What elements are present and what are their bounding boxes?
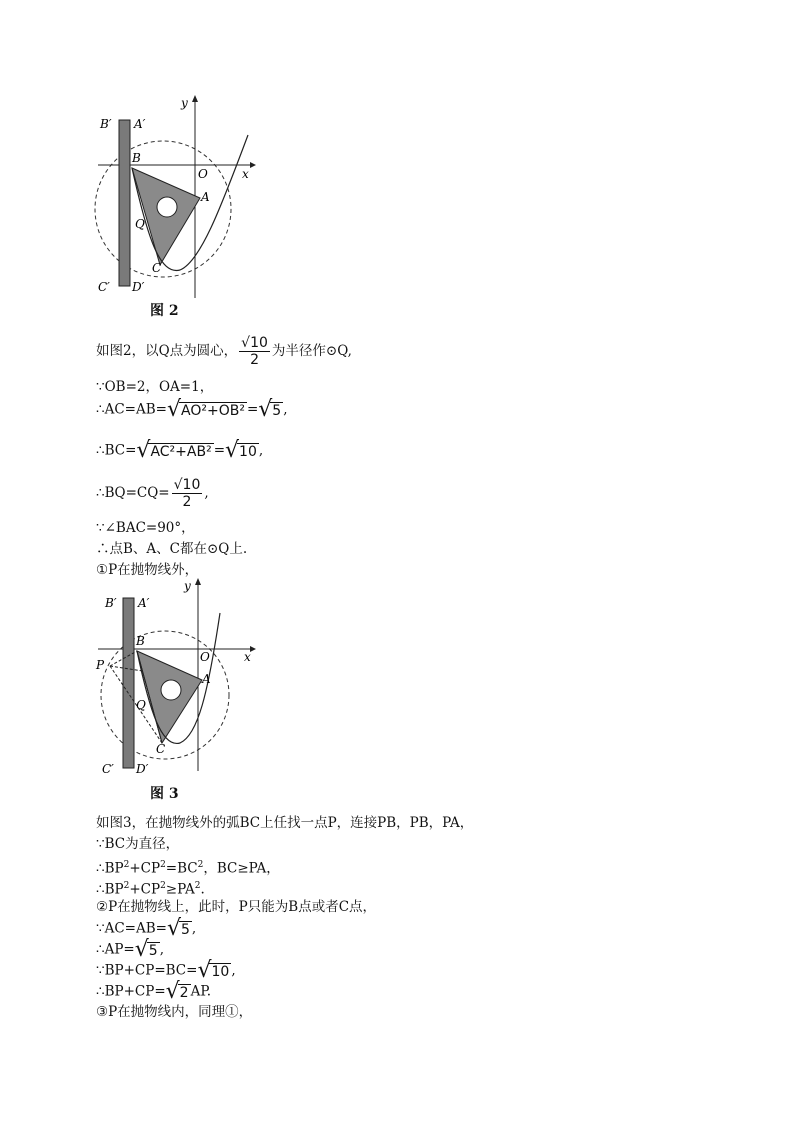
text-line-11: $\therefore BP^2+CP^2=BC^2$，BC≥PA，: [96, 860, 280, 877]
ruler-bar: [119, 120, 130, 286]
text-line-6: ∵∠BAC=90°，: [96, 520, 195, 536]
ruler-bar: [123, 598, 134, 768]
label-bprime: B′: [105, 596, 117, 610]
label-q: Q: [136, 698, 146, 712]
figure-2-diagram: [90, 90, 270, 310]
text-line-1: 如图2，以Q点为圆心， $\frac{√10}{2}$ 为半径作⊙Q,: [96, 335, 352, 368]
label-aprime: A′: [138, 596, 150, 610]
label-c: C: [156, 742, 166, 756]
label-b: B: [132, 151, 141, 165]
label-y: y: [184, 579, 191, 593]
label-dprime: D′: [136, 762, 149, 776]
label-b: B: [136, 634, 145, 648]
text-line-17: ∴BP+CP=√2 AP.: [96, 979, 211, 1004]
text-line-5: ∴BQ=CQ= $\frac{√10}{2}$ ,: [96, 477, 209, 510]
label-cprime: C′: [98, 280, 110, 294]
figure-2: [90, 90, 270, 310]
text-line-8: ①P在抛物线外，: [96, 562, 199, 578]
text-line-10: ∵BC为直径，: [96, 836, 180, 852]
figure-3-caption: 图 3: [150, 786, 179, 802]
figure-2-caption: 图 2: [150, 303, 179, 319]
label-a: A: [202, 672, 211, 686]
text-line-9: 如图3，在抛物线外的弧BC上任找一点P，连接PB，PB，PA，: [96, 815, 474, 831]
fraction-sqrt10-over-2: $\frac{√10}{2}$: [241, 335, 268, 368]
text-line-18: ③P在抛物线内，同理①，: [96, 1004, 253, 1020]
text-line-14: ∵AC=AB=√5 ,: [96, 916, 197, 941]
label-x: x: [242, 167, 249, 181]
label-bprime: B′: [100, 117, 112, 131]
label-a: A: [201, 190, 210, 204]
text-line-4: ∴BC=√AC²+AB² =√10 ,: [96, 438, 264, 463]
label-y: y: [181, 96, 188, 110]
label-p: P: [96, 658, 105, 672]
text-line-7: ∴点B、A、C都在⊙Q上.: [96, 541, 248, 557]
label-o: O: [200, 650, 210, 664]
label-dprime: D′: [132, 280, 145, 294]
text-line-16: ∵BP+CP=BC=√10 ,: [96, 958, 236, 983]
text-line-13: ②P在抛物线上，此时，P只能为B点或者C点，: [96, 899, 377, 915]
text-line-2: ∵OB=2，OA=1，: [96, 379, 214, 395]
label-x: x: [244, 650, 251, 664]
label-q: Q: [135, 217, 145, 231]
text-line-15: ∴AP=√5 ,: [96, 937, 164, 962]
figure-3: [90, 573, 270, 783]
label-cprime: C′: [102, 762, 114, 776]
label-aprime: A′: [134, 117, 146, 131]
text-line-3: ∴AC=AB=√AO²+OB² =√5 ,: [96, 397, 288, 422]
text-line-12: $\therefore BP^2+CP^2\ge PA^2$.: [96, 881, 205, 898]
figure-3-diagram: [90, 573, 270, 783]
label-c: C: [152, 261, 162, 275]
label-o: O: [198, 167, 208, 181]
